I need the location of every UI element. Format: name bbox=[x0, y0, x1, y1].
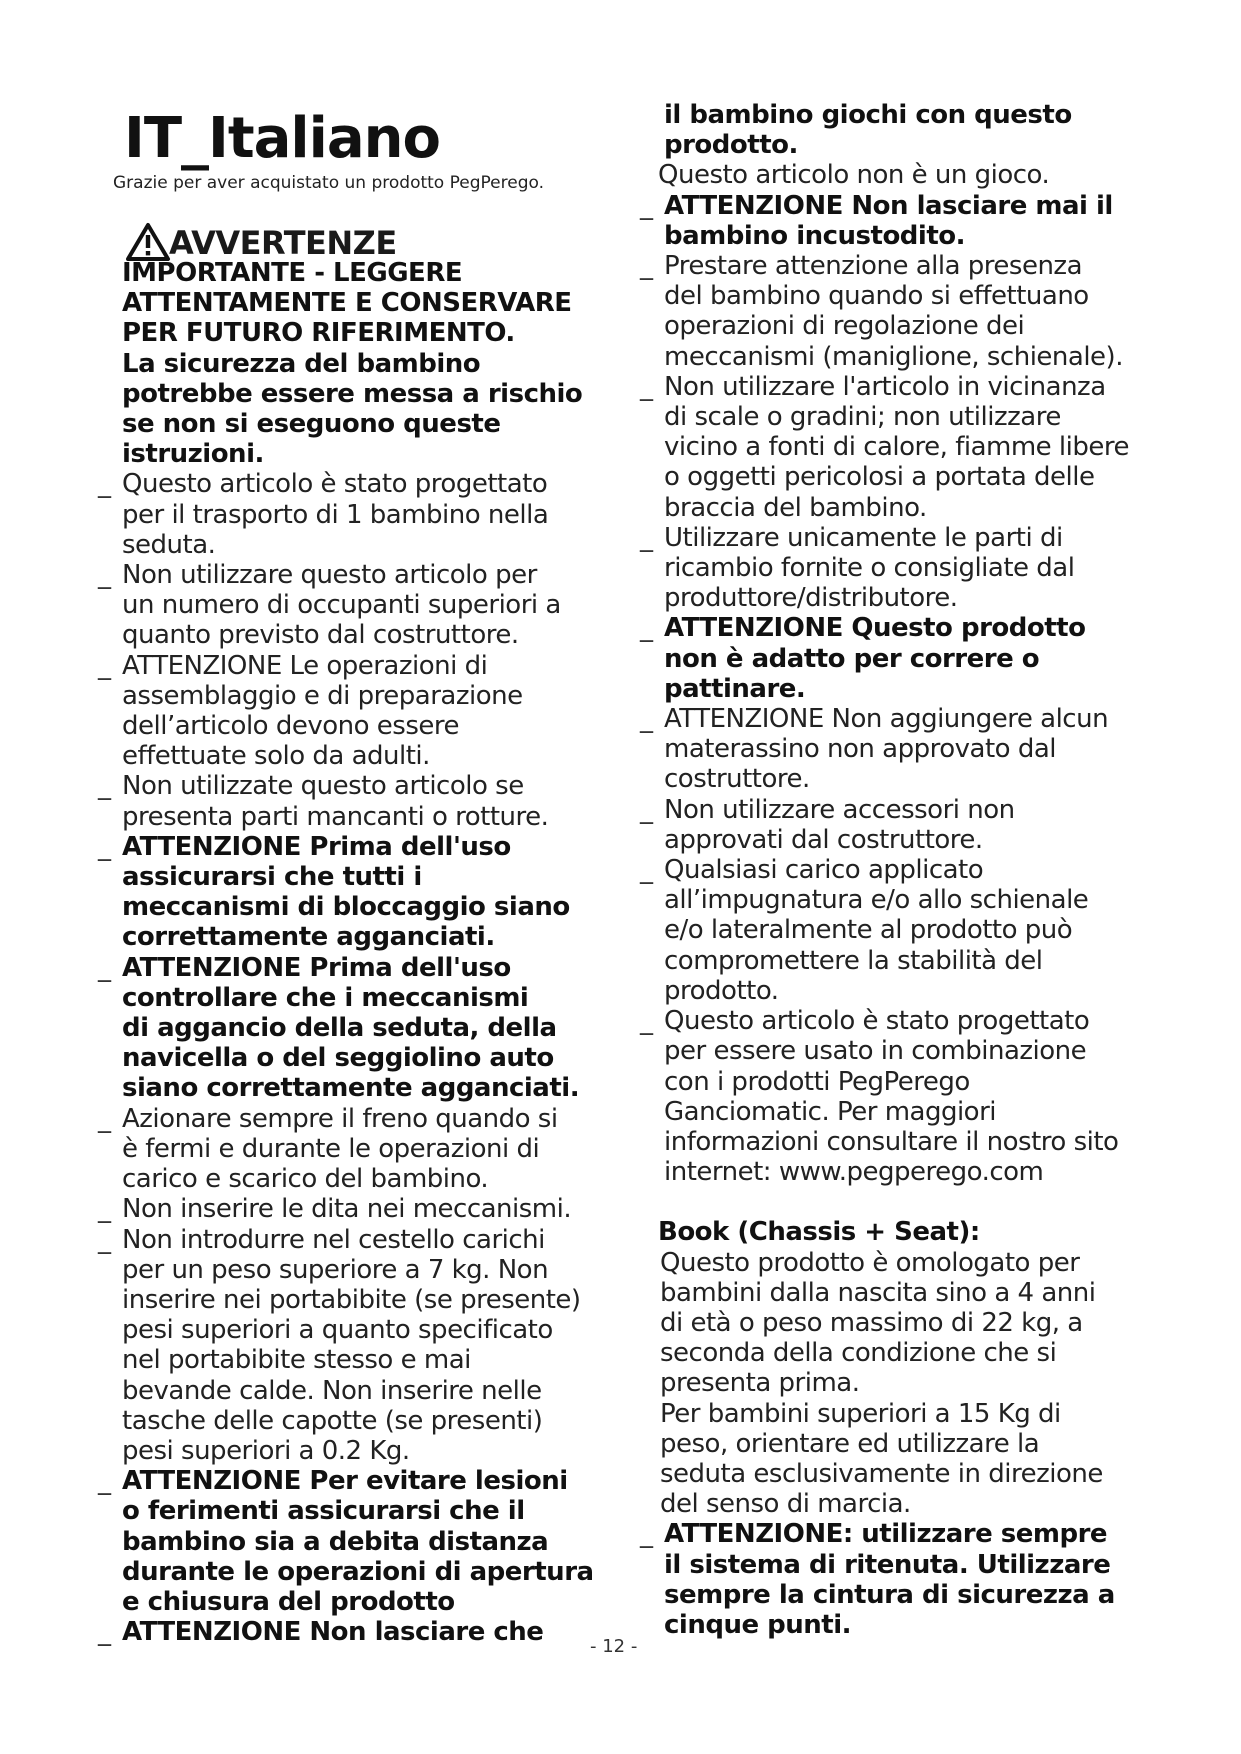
item-text: Non introdurre nel cestello carichi per un peso superiore a 7 kg. Non inserire nei portabibite (se presente) pesi superiori a quanto specificato nel portabibite stesso e mai bevande calde. Non inserire nelle tasche delle capotte (se presenti) pesi superiori a 0.2 Kg. bbox=[122, 1224, 581, 1466]
list-item bbox=[640, 794, 1164, 855]
list-item bbox=[98, 1194, 622, 1225]
warning-heading-text: AVVERTENZE bbox=[169, 224, 397, 262]
list-item bbox=[98, 1466, 622, 1617]
item-text: Non utilizzate questo articolo se presenta parti mancanti o rotture. bbox=[122, 771, 549, 832]
dash: _ bbox=[640, 371, 653, 402]
list-item bbox=[98, 1617, 622, 1648]
list-item bbox=[98, 1224, 622, 1467]
list-item bbox=[640, 855, 1164, 1006]
dash: _ bbox=[640, 1519, 653, 1550]
item-text: ATTENZIONE Non lasciare mai il bambino incustodito. bbox=[664, 190, 1113, 251]
warning-heading bbox=[125, 218, 397, 262]
item-text: ATTENZIONE Questo prodotto non è adatto per correre o pattinare. bbox=[664, 613, 1086, 704]
dash: _ bbox=[640, 522, 653, 553]
item-text: ATTENZIONE Per evitare lesioni o ferimenti assicurarsi che il bambino sia a debita distanza durante le operazioni di apertura e chiusura del prodotto bbox=[122, 1466, 594, 1617]
item-text: ATTENZIONE Non aggiungere alcun materassino non approvato dal costruttore. bbox=[664, 704, 1109, 795]
page-number: - 12 - bbox=[590, 1636, 638, 1657]
list-item bbox=[640, 190, 1164, 251]
continuation-note: Questo articolo non è un gioco. bbox=[658, 160, 1050, 191]
continuation-text: il bambino giochi con questo prodotto. bbox=[664, 100, 1072, 161]
item-text: Non utilizzare l'articolo in vicinanza di scale o gradini; non utilizzare vicino a fonti di calore, fiamme libere o oggetti pericolosi a portata delle braccia del bambino. bbox=[664, 371, 1129, 523]
item-text: Non inserire le dita nei meccanismi. bbox=[122, 1194, 572, 1225]
dash: _ bbox=[98, 952, 111, 983]
dash: _ bbox=[98, 1466, 111, 1497]
book-heading: Book (Chassis + Seat): bbox=[658, 1217, 980, 1248]
item-text: Azionare sempre il freno quando si è fermi e durante le operazioni di carico e scarico del bambino. bbox=[122, 1103, 558, 1195]
item-text: ATTENZIONE Prima dell'uso assicurarsi che tutti i meccanismi di bloccaggio siano correttamente agganciati. bbox=[122, 831, 570, 953]
dash: _ bbox=[640, 251, 653, 282]
dash: _ bbox=[640, 704, 653, 735]
item-text: Non utilizzare accessori non approvati dal costruttore. bbox=[664, 794, 1015, 855]
item-text: Questo articolo è stato progettato per essere usato in combinazione con i prodotti PegPerego Ganciomatic. Per maggiori informazioni consultare il nostro sito internet: www.pegperego.com bbox=[664, 1006, 1119, 1188]
list-item bbox=[640, 251, 1164, 372]
list-item bbox=[98, 831, 622, 953]
list-item bbox=[640, 371, 1164, 523]
subtitle: Grazie per aver acquistato un prodotto PegPerego. bbox=[113, 173, 544, 193]
list-item bbox=[98, 469, 622, 560]
right-column bbox=[640, 100, 1164, 1640]
list-item bbox=[98, 1103, 622, 1195]
dash: _ bbox=[98, 831, 111, 862]
dash: _ bbox=[98, 560, 111, 591]
left-column bbox=[98, 258, 622, 1648]
item-text: ATTENZIONE Prima dell'uso controllare che i meccanismi di aggancio della seduta, della navicella o del seggiolino auto siano correttamente agganciati. bbox=[122, 952, 580, 1104]
dash: _ bbox=[98, 1103, 111, 1134]
dash: _ bbox=[640, 190, 653, 221]
dash: _ bbox=[640, 855, 653, 886]
item-text: Questo articolo è stato progettato per il trasporto di 1 bambino nella seduta. bbox=[122, 469, 549, 560]
list-item bbox=[640, 704, 1164, 795]
dash: _ bbox=[98, 1194, 111, 1225]
item-text: ATTENZIONE: utilizzare sempre il sistema di ritenuta. Utilizzare sempre la cintura di sicurezza a cinque punti. bbox=[664, 1519, 1115, 1640]
item-text: Prestare attenzione alla presenza del bambino quando si effettuano operazioni di regolazione dei meccanismi (maniglione, schienale). bbox=[664, 251, 1123, 372]
dash: _ bbox=[640, 1006, 653, 1037]
item-text: Qualsiasi carico applicato all’impugnatura e/o allo schienale e/o lateralmente al prodotto può compromettere la stabilità del prodotto. bbox=[664, 855, 1089, 1006]
list-item bbox=[640, 522, 1164, 614]
item-text: Utilizzare unicamente le parti di ricambio fornite o consigliate dal produttore/distributore. bbox=[664, 522, 1075, 614]
item-text: ATTENZIONE Non lasciare che bbox=[122, 1617, 544, 1648]
list-item bbox=[98, 771, 622, 832]
list-item bbox=[98, 952, 622, 1104]
book-paragraph: Questo prodotto è omologato per bambini dalla nascita sino a 4 anni di età o peso massimo di 22 kg, a seconda della condizione che si presenta prima. bbox=[660, 1247, 1096, 1399]
item-text: ATTENZIONE Le operazioni di assemblaggio e di preparazione dell’articolo devono essere effettuate solo da adulti. bbox=[122, 650, 523, 772]
book-paragraph: Per bambini superiori a 15 Kg di peso, orientare ed utilizzare la seduta esclusivamente in direzione del senso di marcia. bbox=[660, 1398, 1103, 1520]
dash: _ bbox=[640, 794, 653, 825]
dash: _ bbox=[98, 469, 111, 500]
intro-warning: IMPORTANTE - LEGGERE ATTENTAMENTE E CONSERVARE PER FUTURO RIFERIMENTO. La sicurezza del bambino potrebbe essere messa a rischio se non si eseguono queste istruzioni. bbox=[122, 258, 583, 470]
list-item bbox=[98, 650, 622, 772]
dash: _ bbox=[640, 613, 653, 644]
list-item bbox=[640, 1519, 1164, 1640]
dash: _ bbox=[98, 1617, 111, 1648]
list-item bbox=[640, 1006, 1164, 1188]
list-item bbox=[98, 560, 622, 651]
page-title: IT_Italiano bbox=[124, 106, 440, 171]
dash: _ bbox=[98, 771, 111, 802]
dash: _ bbox=[98, 650, 111, 681]
item-text: Non utilizzare questo articolo per un numero di occupanti superiori a quanto previsto dal costruttore. bbox=[122, 560, 561, 651]
dash: _ bbox=[98, 1224, 111, 1255]
warning-triangle-icon bbox=[125, 222, 171, 262]
list-item bbox=[640, 613, 1164, 704]
